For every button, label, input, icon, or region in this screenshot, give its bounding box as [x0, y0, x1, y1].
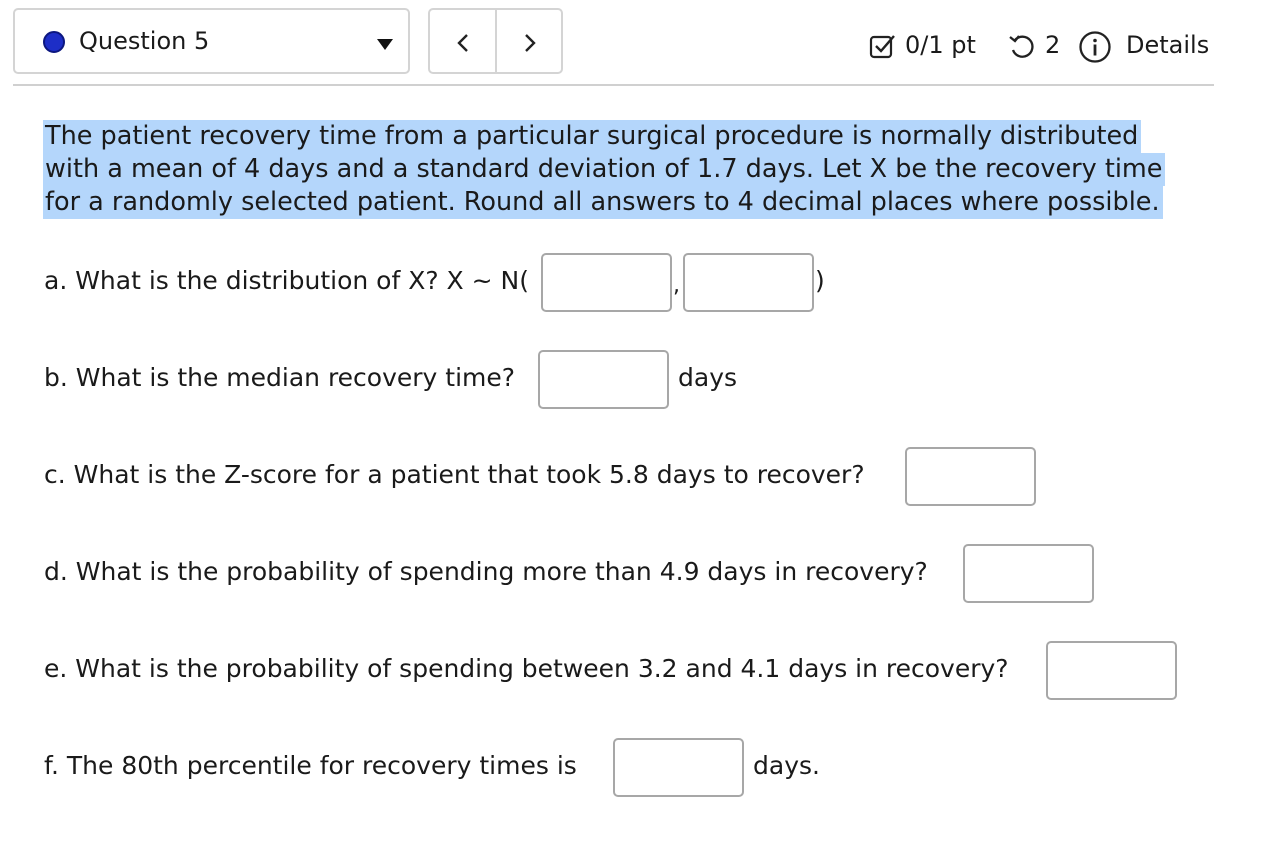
- question-selector[interactable]: [13, 8, 410, 74]
- answer-c-input[interactable]: [905, 447, 1036, 506]
- question-b-text: b. What is the median recovery time?: [44, 363, 516, 392]
- retries-count: 2: [1045, 31, 1061, 59]
- answer-e-input[interactable]: [1046, 641, 1177, 700]
- question-prompt: [43, 120, 1183, 219]
- answer-d-input[interactable]: [963, 544, 1094, 603]
- unit-days-period: days.: [753, 751, 820, 780]
- answer-f-input[interactable]: [613, 738, 744, 797]
- unit-days: days: [678, 363, 738, 392]
- answer-a-mean-input[interactable]: [541, 253, 672, 312]
- chevron-left-icon: [456, 33, 470, 53]
- caret-down-icon: [377, 39, 393, 50]
- question-c-text: c. What is the Z-score for a patient that took 5.8 days to recover?: [44, 460, 865, 489]
- question-nav: [428, 8, 563, 74]
- chevron-right-icon: [523, 33, 537, 53]
- question-e-text: e. What is the probability of spending between 3.2 and 4.1 days in recovery?: [44, 654, 1009, 683]
- question-a-text: a. What is the distribution of X? X ~ N(: [44, 266, 529, 295]
- question-d-text: d. What is the probability of spending more than 4.9 days in recovery?: [44, 557, 928, 586]
- details-label: Details: [1126, 31, 1210, 59]
- header-divider: [13, 84, 1214, 86]
- next-question-button[interactable]: [497, 10, 563, 72]
- close-paren: ): [815, 266, 825, 295]
- question-label: Question 5: [79, 27, 210, 55]
- question-f-text: f. The 80th percentile for recovery times is: [44, 751, 577, 780]
- question-status-dot: [43, 31, 65, 53]
- answer-a-sd-input[interactable]: [683, 253, 814, 312]
- answer-b-input[interactable]: [538, 350, 669, 409]
- previous-question-button[interactable]: [430, 10, 496, 72]
- score-text: 0/1 pt: [905, 31, 976, 59]
- info-icon: [1078, 30, 1112, 64]
- comma-separator: ,: [673, 273, 680, 298]
- checkbox-icon: [869, 33, 897, 59]
- prompt-text: The patient recovery time from a particular surgical procedure is normally distributed with a mean of 4 days and a standard deviation of 1.7 days. Let X be the recovery time for a randomly selected patient. Round all answers to 4 decimal places where possible.: [43, 120, 1165, 219]
- retry-icon: [1007, 33, 1037, 59]
